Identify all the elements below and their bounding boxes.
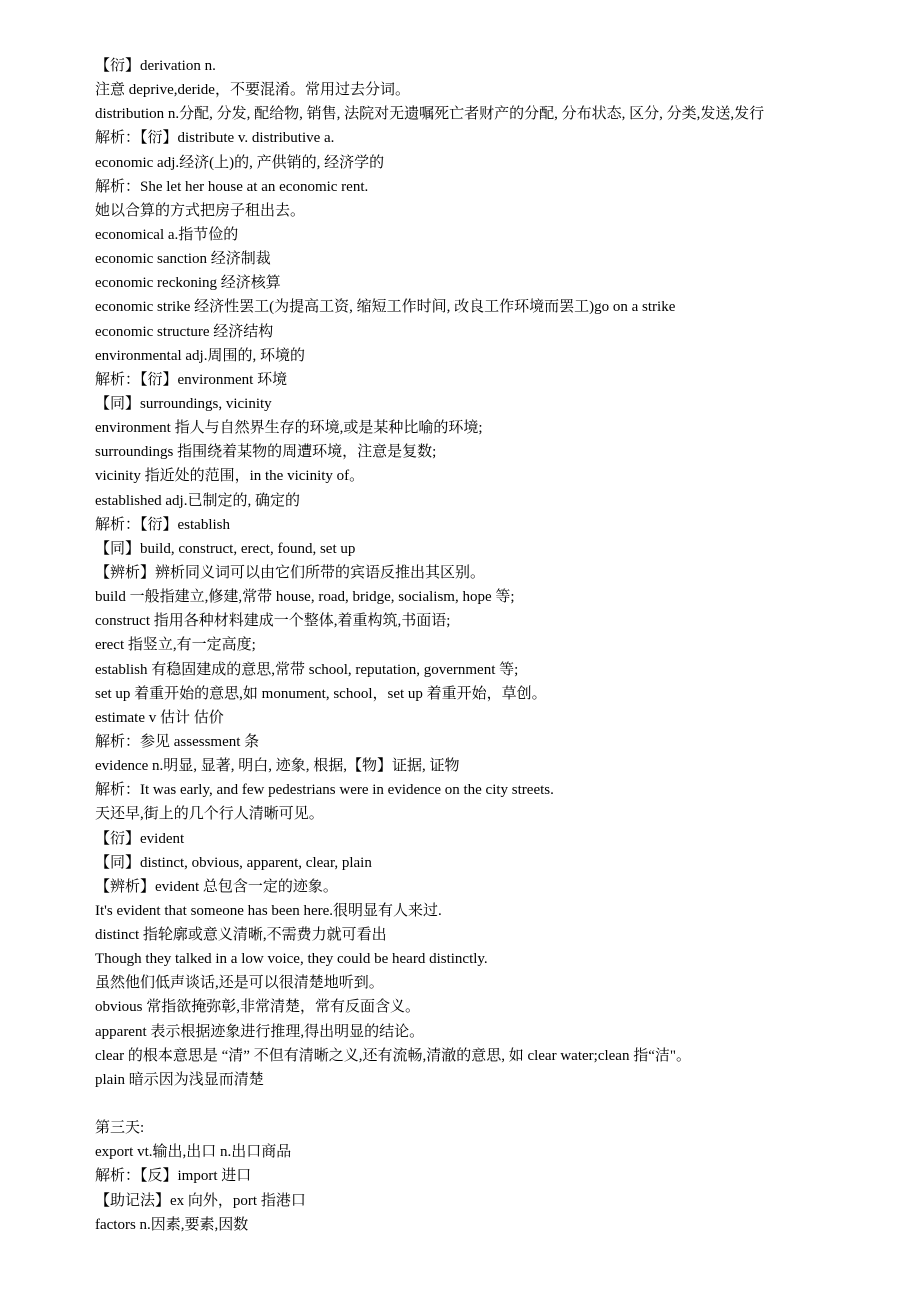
text-line: 天还早,街上的几个行人清晰可见。 <box>95 806 324 823</box>
text-line: Though they talked in a low voice, they could be heard distinctly. <box>95 951 488 968</box>
text-line: 【同】surroundings, vicinity <box>95 395 272 412</box>
text-line: economic reckoning 经济核算 <box>95 275 281 292</box>
text-line: 【辨析】evident 总包含一定的迹象。 <box>95 878 338 895</box>
text-line: clear 的根本意思是 “清” 不但有清晰之义,还有流畅,清澈的意思, 如 clear water;clean 指“洁"。 <box>95 1047 691 1064</box>
text-line: build 一般指建立,修建,常带 house, road, bridge, socialism, hope 等; <box>95 589 515 606</box>
text-line: 解析：【衍】establish <box>95 516 230 533</box>
text-line: plain 暗示因为浅显而清楚 <box>95 1071 264 1088</box>
text-line: 【衍】derivation n. <box>95 58 216 74</box>
text-line: 【同】distinct, obvious, apparent, clear, plain <box>95 854 372 871</box>
blank-line <box>95 1092 895 1116</box>
text-line: 注意 deprive,deride，不要混淆。常用过去分词。 <box>95 82 410 99</box>
document-page <box>95 54 895 1237</box>
text-line: economic strike 经济性罢工(为提高工资, 缩短工作时间, 改良工作环境而罢工)go on a strike <box>95 299 676 316</box>
text-line: estimate v 估计 估价 <box>95 709 224 726</box>
text-line: construct 指用各种材料建成一个整体,着重构筑,书面语; <box>95 613 451 630</box>
text-line: economic adj.经济(上)的, 产供销的, 经济学的 <box>95 154 385 171</box>
text-line: 解析：【反】import 进口 <box>95 1168 252 1185</box>
text-line: export vt.输出,出口 n.出口商品 <box>95 1144 292 1161</box>
text-line: 解析：参见 assessment 条 <box>95 733 260 750</box>
text-line: erect 指竖立,有一定高度; <box>95 637 256 654</box>
text-line: set up 着重开始的意思,如 monument, school，set up 着重开始，草创。 <box>95 685 547 702</box>
text-line: established adj.已制定的, 确定的 <box>95 492 300 509</box>
text-line: establish 有稳固建成的意思,常带 school, reputation, government 等; <box>95 661 519 678</box>
text-line: 她以合算的方式把房子租出去。 <box>95 202 306 219</box>
text-line: apparent 表示根据迹象进行推理,得出明显的结论。 <box>95 1023 425 1040</box>
text-line: economical a.指节俭的 <box>95 226 239 243</box>
text-line: environmental adj.周围的, 环境的 <box>95 347 305 364</box>
text-line: distinct 指轮廓或意义清晰,不需费力就可看出 <box>95 927 387 944</box>
text-line: 【同】build, construct, erect, found, set up <box>95 540 356 557</box>
text-line: environment 指人与自然界生存的环境,或是某种比喻的环境; <box>95 420 483 437</box>
text-line: distribution n.分配, 分发, 配给物, 销售, 法院对无遗嘱死亡者财产的分配, 分布状态, 区分, 分类,发送,发行 <box>95 106 765 123</box>
text-line: 解析：【衍】distribute v. distributive a. <box>95 130 335 147</box>
text-line: 【衍】evident <box>95 830 185 847</box>
text-line: economic sanction 经济制裁 <box>95 251 271 268</box>
text-line: factors n.因素,要素,因数 <box>95 1216 249 1233</box>
text-line: evidence n.明显, 显著, 明白, 迹象, 根据,【物】证据, 证物 <box>95 758 460 775</box>
section-heading: 第三天: <box>95 1120 145 1137</box>
text-line: surroundings 指围绕着某物的周遭环境，注意是复数; <box>95 444 437 461</box>
text-line: 解析：She let her house at an economic rent. <box>95 178 369 195</box>
text-line: 【助记法】ex 向外，port 指港口 <box>95 1192 306 1209</box>
text-line: 【辨析】辨析同义词可以由它们所带的宾语反推出其区别。 <box>95 564 486 581</box>
text-line: 虽然他们低声谈话,还是可以很清楚地听到。 <box>95 975 384 992</box>
text-line: vicinity 指近处的范围，in the vicinity of。 <box>95 468 365 485</box>
text-line: It's evident that someone has been here.很明显有人来过. <box>95 902 442 919</box>
text-line: obvious 常指欲掩弥彰,非常清楚，常有反面含义。 <box>95 999 421 1016</box>
text-line: 解析：【衍】environment 环境 <box>95 371 288 388</box>
text-line: 解析：It was early, and few pedestrians were in evidence on the city streets. <box>95 782 554 799</box>
text-line: economic structure 经济结构 <box>95 323 274 340</box>
